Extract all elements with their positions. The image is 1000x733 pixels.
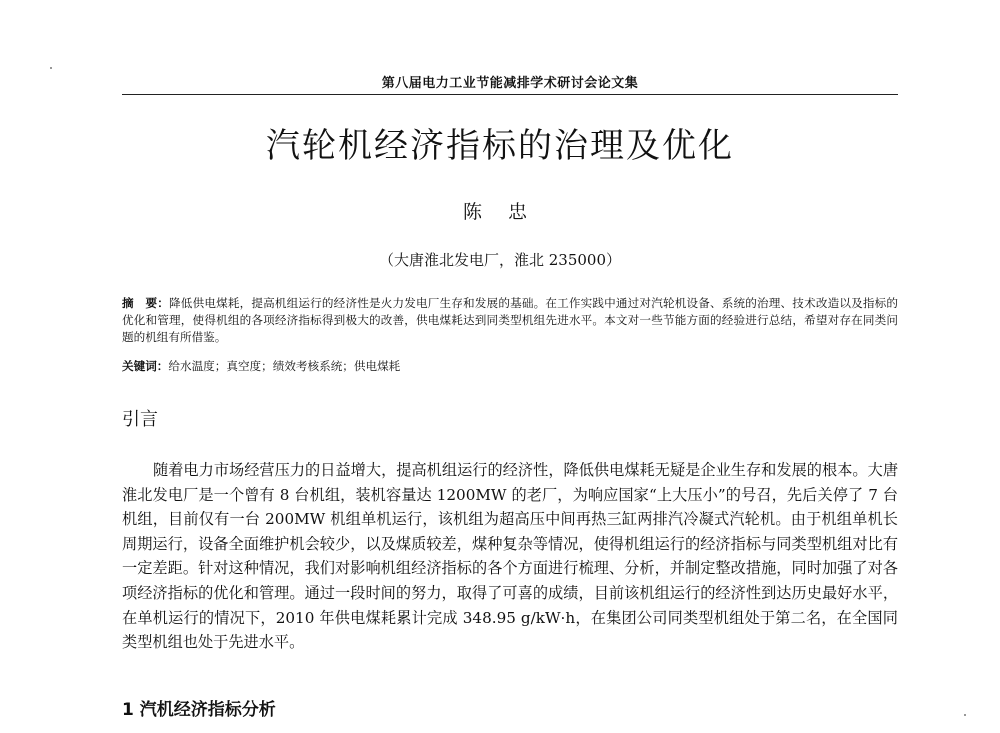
intro-paragraph: 随着电力市场经营压力的日益增大，提高机组运行的经济性，降低供电煤耗无疑是企业生存和发展的根本。大唐淮北发电厂是一个曾有 8 台机组，装机容量达 1200MW 的老厂，为响应国家“上大压小”的号召，先后关停了 7 台机组，目前仅有一台 200MW 机组单机运行，该机组为超高压中间再热三缸两排汽冷凝式汽轮机。由于机组单机长周期运行，设备全面维护机会较少，以及煤质较差，煤种复杂等情况，使得机组运行的经济指标与同类型机组对比有一定差距。针对这种情况，我们对影响机组经济指标的各个方面进行梳理、分析，并制定整改措施，同时加强了对各项经济指标的优化和管理。通过一段时间的努力，取得了可喜的成绩，目前该机组运行的经济性到达历史最好水平，在单机运行的情况下，2010 年供电煤耗累计完成 348.95 g/kW·h，在集团公司同类型机组处于第二名，在全国同类型机组也处于先进水平。 xyxy=(122,461,898,652)
header-rule xyxy=(122,94,898,95)
scan-speck xyxy=(50,67,52,69)
paper-title: 汽轮机经济指标的治理及优化 xyxy=(266,126,734,166)
running-head: 第八届电力工业节能减排学术研讨会论文集 xyxy=(381,76,639,91)
abstract-label: 摘 要： xyxy=(122,296,170,310)
keywords xyxy=(122,358,898,375)
affiliation: （大唐淮北发电厂，淮北 235000） xyxy=(378,251,622,269)
scan-speck xyxy=(964,714,966,716)
keywords-text: 给水温度；真空度；绩效考核系统；供电煤耗 xyxy=(168,359,401,373)
author-name: 陈 忠 xyxy=(462,201,538,223)
section-1-heading: 1 汽机经济指标分析 xyxy=(122,700,276,720)
abstract-text: 降低供电煤耗，提高机组运行的经济性是火力发电厂生存和发展的基础。在工作实践中通过对汽轮机设备、系统的治理、技术改造以及指标的优化和管理，使得机组的各项经济指标得到极大的改善，供电煤耗达到同类型机组先进水平。本文对一些节能方面的经验进行总结，希望对存在同类问题的机组有所借鉴。 xyxy=(122,296,898,344)
intro-heading: 引言 xyxy=(122,409,158,430)
keywords-label: 关键词： xyxy=(122,359,169,373)
abstract xyxy=(122,295,898,346)
